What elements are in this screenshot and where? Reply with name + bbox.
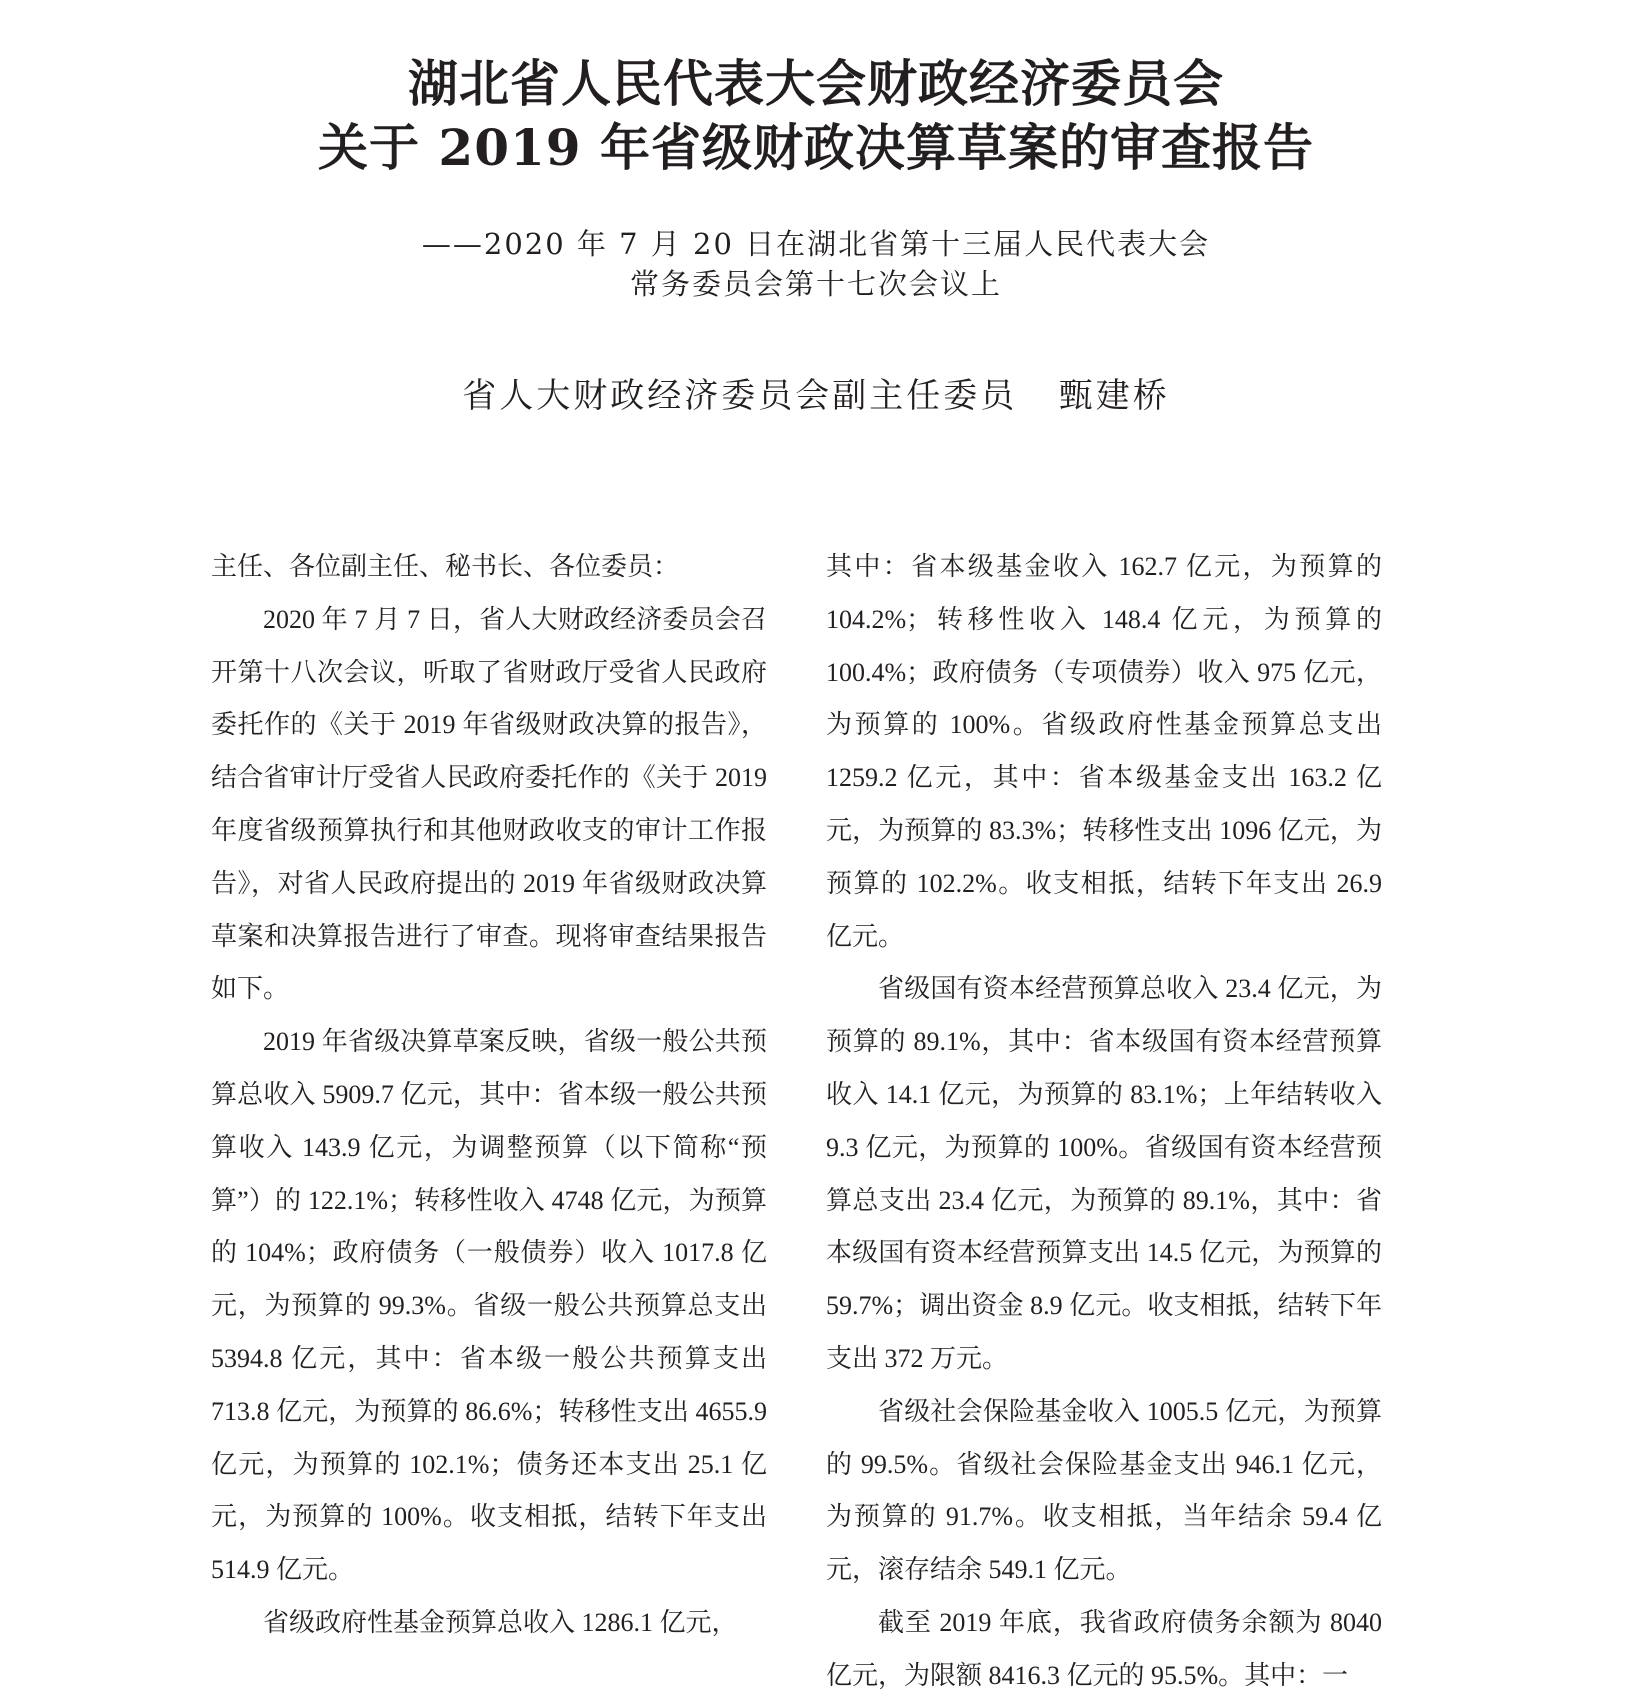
right-text-column xyxy=(826,541,1382,1703)
author-line: 省人大财政经济委员会副主任委员 甄建桥 xyxy=(462,376,1170,416)
salutation: 主任、各位副主任、秘书长、各位委员： xyxy=(211,552,680,581)
report-subtitle xyxy=(0,224,1632,304)
paragraph: 2019 年省级决算草案反映，省级一般公共预算总收入 5909.7 亿元，其中：省本级一般公共预算收入 143.9 亿元，为调整预算（以下简称“预算”）的 122.1%；转移性收入 4748 亿元，为预算的 104%；政府债务（一般债券）收入 1017.8 亿元，为预算的 99.3%。省级一般公共预算总支出 5394.8 亿元，其中：省本级一般公共预算支出 713.8 亿元，为预算的 86.6%；转移性支出 4655.9 亿元，为预算的 102.1%；债务还本支出 25.1 亿元，为预算的 100%。收支相抵，结转下年支出 514.9 亿元。 xyxy=(211,1027,767,1585)
paragraph-continued: 其中：省本级基金收入 162.7 亿元，为预算的 104.2%；转移性收入 148.4 亿元，为预算的 100.4%；政府债务（专项债券）收入 975 亿元，为预算的 100%。省级政府性基金预算总支出 1259.2 亿元，其中：省本级基金支出 163.2 亿元，为预算的 83.3%；转移性支出 1096 亿元，为预算的 102.2%。收支相抵，结转下年支出 26.9 亿元。 xyxy=(826,552,1382,951)
paragraph: 省级政府性基金预算总收入 1286.1 亿元， xyxy=(263,1607,738,1637)
subtitle-line-2: 常务委员会第十七次会议上 xyxy=(629,267,1002,301)
left-text-column xyxy=(211,541,767,1650)
title-line-2: 关于 2019 年省级财政决算草案的审查报告 xyxy=(318,118,1314,177)
paragraph: 2020 年 7 月 7 日，省人大财政经济委员会召开第十八次会议，听取了省财政厅受省人民政府委托作的《关于 2019 年省级财政决算的报告》，结合省审计厅受省人民政府委托作的《关于 2019 年度省级预算执行和其他财政收支的审计工作报告》，对省人民政府提出的 2019 年省级财政决算草案和决算报告进行了审查。现将审查结果报告如下。 xyxy=(211,604,767,1004)
report-title xyxy=(0,52,1632,180)
paragraph: 截至 2019 年底，我省政府债务余额为 8040 亿元，为限额 8416.3 亿元的 95.5%。其中：一 xyxy=(826,1607,1382,1690)
paragraph: 省级国有资本经营预算总收入 23.4 亿元，为预算的 89.1%，其中：省本级国有资本经营预算收入 14.1 亿元，为预算的 83.1%；上年结转收入 9.3 亿元，为预算的 100%。省级国有资本经营预算总支出 23.4 亿元，为预算的 89.1%，其中：省本级国有资本经营预算支出 14.5 亿元，为预算的 59.7%；调出资金 8.9 亿元。收支相抵，结转下年支出 372 万元。 xyxy=(826,974,1382,1373)
paragraph: 省级社会保险基金收入 1005.5 亿元，为预算的 99.5%。省级社会保险基金支出 946.1 亿元，为预算的 91.7%。收支相抵，当年结余 59.4 亿元，滚存结余 549.1 亿元。 xyxy=(826,1396,1382,1585)
subtitle-line-1: ——2020 年 7 月 20 日在湖北省第十三届人民代表大会 xyxy=(421,227,1211,261)
title-line-1: 湖北省人民代表大会财政经济委员会 xyxy=(408,54,1224,113)
